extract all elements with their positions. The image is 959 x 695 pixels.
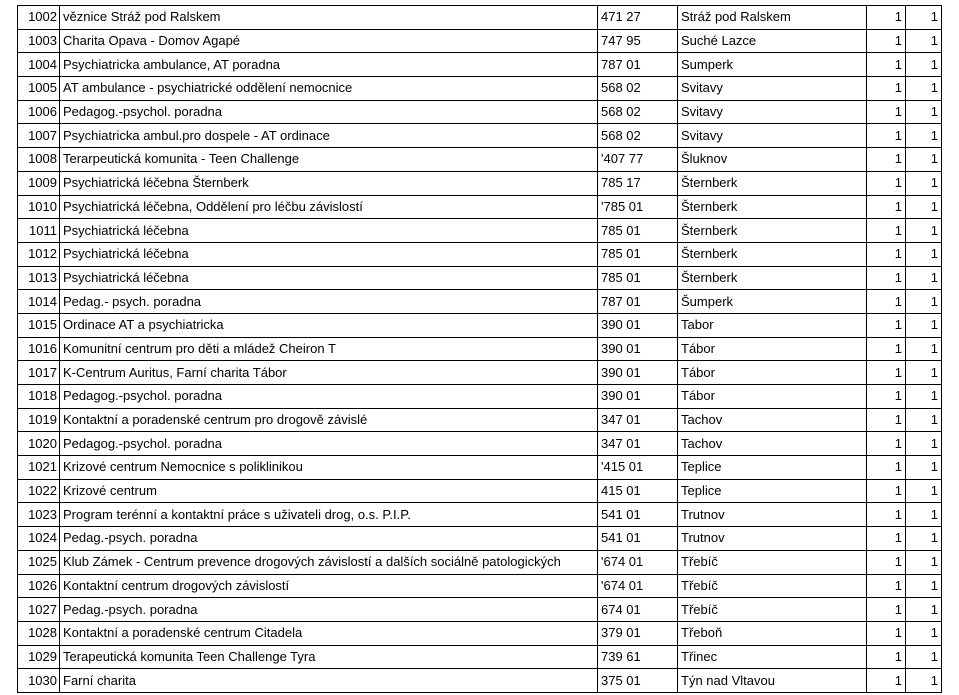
cell-count-1[interactable]: 1: [867, 313, 906, 337]
cell-postal-code[interactable]: 785 01: [598, 219, 678, 243]
cell-postal-code[interactable]: 674 01: [598, 598, 678, 622]
cell-city[interactable]: Trutnov: [678, 503, 867, 527]
cell-count-2[interactable]: 1: [906, 550, 942, 574]
cell-id[interactable]: 1010: [18, 195, 60, 219]
cell-facility-name[interactable]: K-Centrum Auritus, Farní charita Tábor: [60, 361, 598, 385]
cell-city[interactable]: Trutnov: [678, 527, 867, 551]
cell-count-2[interactable]: 1: [906, 219, 942, 243]
cell-city[interactable]: Svitavy: [678, 77, 867, 101]
cell-city[interactable]: Tachov: [678, 432, 867, 456]
cell-count-1[interactable]: 1: [867, 408, 906, 432]
cell-id[interactable]: 1013: [18, 266, 60, 290]
cell-city[interactable]: Tabor: [678, 313, 867, 337]
cell-city[interactable]: Teplice: [678, 479, 867, 503]
cell-count-1[interactable]: 1: [867, 77, 906, 101]
cell-city[interactable]: Třebíč: [678, 574, 867, 598]
cell-city[interactable]: Sumperk: [678, 53, 867, 77]
cell-postal-code[interactable]: '785 01: [598, 195, 678, 219]
cell-postal-code[interactable]: 379 01: [598, 621, 678, 645]
cell-postal-code[interactable]: 541 01: [598, 527, 678, 551]
cell-postal-code[interactable]: 787 01: [598, 290, 678, 314]
cell-count-2[interactable]: 1: [906, 6, 942, 30]
cell-id[interactable]: 1024: [18, 527, 60, 551]
cell-postal-code[interactable]: 747 95: [598, 29, 678, 53]
cell-postal-code[interactable]: 347 01: [598, 432, 678, 456]
cell-count-2[interactable]: 1: [906, 574, 942, 598]
cell-count-1[interactable]: 1: [867, 148, 906, 172]
cell-id[interactable]: 1023: [18, 503, 60, 527]
cell-id[interactable]: 1030: [18, 669, 60, 693]
cell-id[interactable]: 1006: [18, 100, 60, 124]
table-row: [18, 503, 942, 527]
table-row: [18, 171, 942, 195]
cell-count-1[interactable]: 1: [867, 456, 906, 480]
cell-city[interactable]: Tábor: [678, 361, 867, 385]
cell-postal-code[interactable]: 568 02: [598, 124, 678, 148]
cell-count-2[interactable]: 1: [906, 385, 942, 409]
cell-city[interactable]: Tábor: [678, 385, 867, 409]
table-row: [18, 290, 942, 314]
cell-city[interactable]: Stráž pod Ralskem: [678, 6, 867, 30]
cell-count-2[interactable]: 1: [906, 242, 942, 266]
cell-facility-name[interactable]: Psychiatricka ambulance, AT poradna: [60, 53, 598, 77]
cell-city[interactable]: Teplice: [678, 456, 867, 480]
cell-facility-name[interactable]: Pedag.-psych. poradna: [60, 527, 598, 551]
cell-id[interactable]: 1017: [18, 361, 60, 385]
cell-city[interactable]: Tachov: [678, 408, 867, 432]
cell-count-1[interactable]: 1: [867, 645, 906, 669]
cell-id[interactable]: 1027: [18, 598, 60, 622]
cell-postal-code[interactable]: 739 61: [598, 645, 678, 669]
cell-count-1[interactable]: 1: [867, 29, 906, 53]
cell-count-2[interactable]: 1: [906, 313, 942, 337]
cell-id[interactable]: 1026: [18, 574, 60, 598]
cell-count-2[interactable]: 1: [906, 337, 942, 361]
cell-count-2[interactable]: 1: [906, 77, 942, 101]
cell-facility-name[interactable]: Terapeutická komunita Teen Challenge Tyra: [60, 645, 598, 669]
cell-facility-name[interactable]: Terarpeutická komunita - Teen Challenge: [60, 148, 598, 172]
table-row: [18, 313, 942, 337]
table-row: [18, 100, 942, 124]
cell-count-2[interactable]: 1: [906, 53, 942, 77]
cell-count-1[interactable]: 1: [867, 598, 906, 622]
cell-count-2[interactable]: 1: [906, 645, 942, 669]
cell-postal-code[interactable]: 471 27: [598, 6, 678, 30]
cell-id[interactable]: 1028: [18, 621, 60, 645]
cell-facility-name[interactable]: Krizové centrum Nemocnice s poliklinikou: [60, 456, 598, 480]
cell-city[interactable]: Suché Lazce: [678, 29, 867, 53]
cell-id[interactable]: 1009: [18, 171, 60, 195]
table-row: [18, 53, 942, 77]
cell-count-1[interactable]: 1: [867, 242, 906, 266]
cell-city[interactable]: Šumperk: [678, 290, 867, 314]
cell-count-1[interactable]: 1: [867, 53, 906, 77]
cell-city[interactable]: Svitavy: [678, 124, 867, 148]
cell-id[interactable]: 1021: [18, 456, 60, 480]
cell-id[interactable]: 1003: [18, 29, 60, 53]
cell-city[interactable]: Tábor: [678, 337, 867, 361]
cell-facility-name[interactable]: AT ambulance - psychiatrické oddělení nemocnice: [60, 77, 598, 101]
cell-id[interactable]: 1014: [18, 290, 60, 314]
cell-count-1[interactable]: 1: [867, 479, 906, 503]
cell-city[interactable]: Svitavy: [678, 100, 867, 124]
cell-count-1[interactable]: 1: [867, 621, 906, 645]
table-row: [18, 6, 942, 30]
cell-count-2[interactable]: 1: [906, 124, 942, 148]
cell-count-1[interactable]: 1: [867, 503, 906, 527]
cell-count-1[interactable]: 1: [867, 171, 906, 195]
table-row: [18, 148, 942, 172]
cell-facility-name[interactable]: Psychiatricka ambul.pro dospele - AT ordinace: [60, 124, 598, 148]
cell-count-2[interactable]: 1: [906, 527, 942, 551]
cell-facility-name[interactable]: Program terénní a kontaktní práce s uživateli drog, o.s. P.I.P.: [60, 503, 598, 527]
cell-count-1[interactable]: 1: [867, 290, 906, 314]
cell-facility-name[interactable]: Pedagog.-psychol. poradna: [60, 385, 598, 409]
cell-facility-name[interactable]: Ordinace AT a psychiatricka: [60, 313, 598, 337]
cell-city[interactable]: Šternberk: [678, 195, 867, 219]
cell-city[interactable]: Šluknov: [678, 148, 867, 172]
cell-postal-code[interactable]: 375 01: [598, 669, 678, 693]
cell-id[interactable]: 1020: [18, 432, 60, 456]
cell-facility-name[interactable]: Farní charita: [60, 669, 598, 693]
cell-facility-name[interactable]: věznice Stráž pod Ralskem: [60, 6, 598, 30]
cell-count-2[interactable]: 1: [906, 290, 942, 314]
cell-count-1[interactable]: 1: [867, 266, 906, 290]
cell-count-2[interactable]: 1: [906, 432, 942, 456]
table-row: [18, 195, 942, 219]
cell-postal-code[interactable]: '674 01: [598, 574, 678, 598]
cell-postal-code[interactable]: 390 01: [598, 313, 678, 337]
cell-facility-name[interactable]: Klub Zámek - Centrum prevence drogových závislostí a dalších sociálně patologických: [60, 550, 598, 574]
cell-postal-code[interactable]: 390 01: [598, 385, 678, 409]
cell-id[interactable]: 1004: [18, 53, 60, 77]
cell-count-1[interactable]: 1: [867, 669, 906, 693]
cell-count-2[interactable]: 1: [906, 148, 942, 172]
table-row: [18, 432, 942, 456]
cell-postal-code[interactable]: '674 01: [598, 550, 678, 574]
cell-count-2[interactable]: 1: [906, 621, 942, 645]
table-row: [18, 29, 942, 53]
table-row: [18, 456, 942, 480]
cell-city[interactable]: Šternberk: [678, 266, 867, 290]
cell-count-2[interactable]: 1: [906, 479, 942, 503]
cell-city[interactable]: Šternberk: [678, 171, 867, 195]
table-body: [18, 6, 942, 693]
table-row: [18, 527, 942, 551]
cell-id[interactable]: 1015: [18, 313, 60, 337]
cell-facility-name[interactable]: Psychiatrická léčebna: [60, 219, 598, 243]
table-row: [18, 550, 942, 574]
cell-count-2[interactable]: 1: [906, 195, 942, 219]
cell-count-1[interactable]: 1: [867, 337, 906, 361]
cell-count-1[interactable]: 1: [867, 550, 906, 574]
cell-facility-name[interactable]: Pedag.- psych. poradna: [60, 290, 598, 314]
table-row: [18, 479, 942, 503]
cell-facility-name[interactable]: Krizové centrum: [60, 479, 598, 503]
cell-city[interactable]: Týn nad Vltavou: [678, 669, 867, 693]
cell-city[interactable]: Třinec: [678, 645, 867, 669]
cell-count-2[interactable]: 1: [906, 598, 942, 622]
cell-count-1[interactable]: 1: [867, 574, 906, 598]
table-row: [18, 669, 942, 693]
cell-count-2[interactable]: 1: [906, 669, 942, 693]
cell-facility-name[interactable]: Charita Opava - Domov Agapé: [60, 29, 598, 53]
cell-city[interactable]: Šternberk: [678, 242, 867, 266]
cell-postal-code[interactable]: 568 02: [598, 77, 678, 101]
cell-postal-code[interactable]: 347 01: [598, 408, 678, 432]
cell-city[interactable]: Třebíč: [678, 550, 867, 574]
cell-postal-code[interactable]: 785 17: [598, 171, 678, 195]
cell-id[interactable]: 1007: [18, 124, 60, 148]
cell-count-1[interactable]: 1: [867, 361, 906, 385]
cell-postal-code[interactable]: 415 01: [598, 479, 678, 503]
cell-city[interactable]: Šternberk: [678, 219, 867, 243]
cell-postal-code[interactable]: 541 01: [598, 503, 678, 527]
cell-postal-code[interactable]: 390 01: [598, 361, 678, 385]
cell-count-1[interactable]: 1: [867, 100, 906, 124]
cell-facility-name[interactable]: Komunitní centrum pro děti a mládež Cheiron T: [60, 337, 598, 361]
cell-facility-name[interactable]: Psychiatrická léčebna, Oddělení pro léčbu závislostí: [60, 195, 598, 219]
cell-facility-name[interactable]: Kontaktní centrum drogových závislostí: [60, 574, 598, 598]
cell-id[interactable]: 1005: [18, 77, 60, 101]
cell-id[interactable]: 1025: [18, 550, 60, 574]
cell-postal-code[interactable]: '407 77: [598, 148, 678, 172]
cell-id[interactable]: 1008: [18, 148, 60, 172]
cell-postal-code[interactable]: 390 01: [598, 337, 678, 361]
table-row: [18, 337, 942, 361]
cell-postal-code[interactable]: '415 01: [598, 456, 678, 480]
cell-postal-code[interactable]: 568 02: [598, 100, 678, 124]
cell-count-1[interactable]: 1: [867, 527, 906, 551]
table-row: [18, 361, 942, 385]
table-row: [18, 77, 942, 101]
cell-id[interactable]: 1002: [18, 6, 60, 30]
cell-facility-name[interactable]: Psychiatrická léčebna Šternberk: [60, 171, 598, 195]
cell-count-2[interactable]: 1: [906, 408, 942, 432]
cell-facility-name[interactable]: Kontaktní a poradenské centrum Citadela: [60, 621, 598, 645]
table-row: [18, 645, 942, 669]
cell-count-2[interactable]: 1: [906, 29, 942, 53]
cell-count-2[interactable]: 1: [906, 503, 942, 527]
cell-postal-code[interactable]: 787 01: [598, 53, 678, 77]
table-row: [18, 124, 942, 148]
cell-facility-name[interactable]: Psychiatrická léčebna: [60, 266, 598, 290]
cell-count-1[interactable]: 1: [867, 219, 906, 243]
cell-facility-name[interactable]: Pedag.-psych. poradna: [60, 598, 598, 622]
cell-city[interactable]: Třebíč: [678, 598, 867, 622]
cell-postal-code[interactable]: 785 01: [598, 266, 678, 290]
cell-facility-name[interactable]: Psychiatrická léčebna: [60, 242, 598, 266]
cell-id[interactable]: 1016: [18, 337, 60, 361]
cell-id[interactable]: 1012: [18, 242, 60, 266]
table-row: [18, 266, 942, 290]
table-row: [18, 242, 942, 266]
cell-count-1[interactable]: 1: [867, 195, 906, 219]
cell-facility-name[interactable]: Kontaktní a poradenské centrum pro drogově závislé: [60, 408, 598, 432]
spreadsheet-table: [17, 5, 942, 693]
cell-postal-code[interactable]: 785 01: [598, 242, 678, 266]
cell-count-1[interactable]: 1: [867, 124, 906, 148]
table-row: [18, 574, 942, 598]
cell-city[interactable]: Třeboň: [678, 621, 867, 645]
cell-facility-name[interactable]: Pedagog.-psychol. poradna: [60, 100, 598, 124]
cell-count-2[interactable]: 1: [906, 171, 942, 195]
cell-count-1[interactable]: 1: [867, 6, 906, 30]
cell-id[interactable]: 1029: [18, 645, 60, 669]
cell-count-2[interactable]: 1: [906, 361, 942, 385]
table-row: [18, 219, 942, 243]
cell-count-2[interactable]: 1: [906, 266, 942, 290]
table-row: [18, 598, 942, 622]
cell-id[interactable]: 1019: [18, 408, 60, 432]
table-row: [18, 621, 942, 645]
cell-id[interactable]: 1022: [18, 479, 60, 503]
table-row: [18, 385, 942, 409]
cell-id[interactable]: 1011: [18, 219, 60, 243]
cell-count-1[interactable]: 1: [867, 385, 906, 409]
cell-facility-name[interactable]: Pedagog.-psychol. poradna: [60, 432, 598, 456]
cell-count-1[interactable]: 1: [867, 432, 906, 456]
cell-count-2[interactable]: 1: [906, 100, 942, 124]
cell-count-2[interactable]: 1: [906, 456, 942, 480]
table-row: [18, 408, 942, 432]
cell-id[interactable]: 1018: [18, 385, 60, 409]
